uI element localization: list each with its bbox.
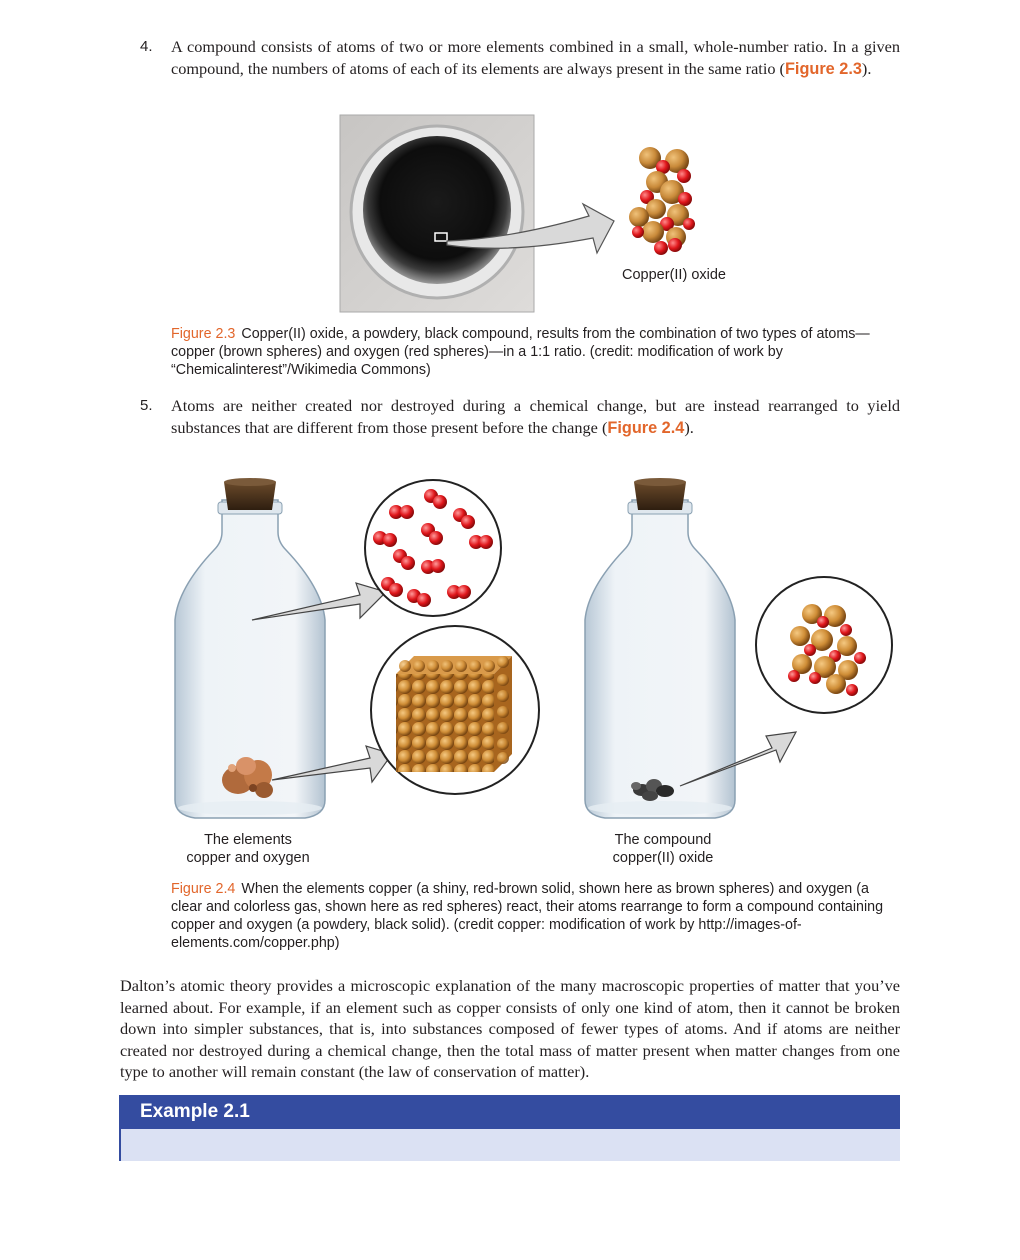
list-number: 5. <box>140 397 153 414</box>
body-paragraph: Dalton’s atomic theory provides a microscopic explanation of the many macroscopic properties of matter that you’ve learned about. For example, if an element such as copper consists of only one kind of atom, then it cannot be broken down into simpler substances, that is, into substances composed of fewer types of atoms. And if atoms are neither created nor destroyed during a chemical change, then the total mass of matter present when matter changes from one type to another will remain constant (the law of conservation of matter). <box>120 976 900 1082</box>
figure-link[interactable]: Figure 2.4 <box>607 419 685 437</box>
caption-label: Figure 2.4 <box>171 881 236 897</box>
label-elements: The elements copper and oxygen <box>186 832 310 866</box>
example-body <box>119 1129 900 1161</box>
figure-2-3 <box>339 114 759 314</box>
example-box <box>119 1095 900 1161</box>
label-copper-oxide: Copper(II) oxide <box>622 267 726 283</box>
list-text: A compound consists of atoms of two or more elements combined in a small, whole-number ratio. In a given compound, the numbers of atoms of each of its elements are always present in the same ratio (Figure 2.3). <box>171 37 900 78</box>
copper-oxide-cluster <box>629 147 695 255</box>
copper-lattice-zoom <box>371 626 539 794</box>
bottle-elements <box>175 478 325 818</box>
figure-link[interactable]: Figure 2.3 <box>784 60 862 78</box>
list-item-4 <box>140 36 900 80</box>
bottles-illustration <box>160 470 900 830</box>
caption-label: Figure 2.3 <box>171 326 236 342</box>
oxygen-molecules-zoom <box>365 480 501 616</box>
list-number: 4. <box>140 38 153 55</box>
label-compound: The compound copper(II) oxide <box>612 832 714 866</box>
figure-2-4-caption: Figure 2.4 When the elements copper (a shiny, red-brown solid, shown here as brown spheres) and oxygen (a clear and colorless gas, shown here as red spheres) react, their atoms rearrange to form a compound containing copper and oxygen (a powdery, black solid). (credit copper: modification of work by http://images-of-elements.com/copper.php) <box>171 881 884 951</box>
list-item-5 <box>140 395 900 439</box>
figure-2-3-caption: Figure 2.3 Copper(II) oxide, a powdery, black compound, results from the combination of two types of atoms—copper (brown spheres) and oxygen (red spheres)—in a 1:1 ratio. (credit: modification of work by “Chemicalinterest”/Wikimedia Commons) <box>171 326 870 378</box>
copper-oxide-zoom <box>756 577 892 713</box>
figure-2-4 <box>160 470 900 830</box>
bottle-compound <box>585 478 735 818</box>
copper-oxide-illustration <box>339 114 759 314</box>
list-text: Atoms are neither created nor destroyed during a chemical change, but are instead rearranged to yield substances that are different from those present before the change (Figure 2.4). <box>171 396 900 437</box>
example-title: Example 2.1 <box>119 1095 900 1129</box>
